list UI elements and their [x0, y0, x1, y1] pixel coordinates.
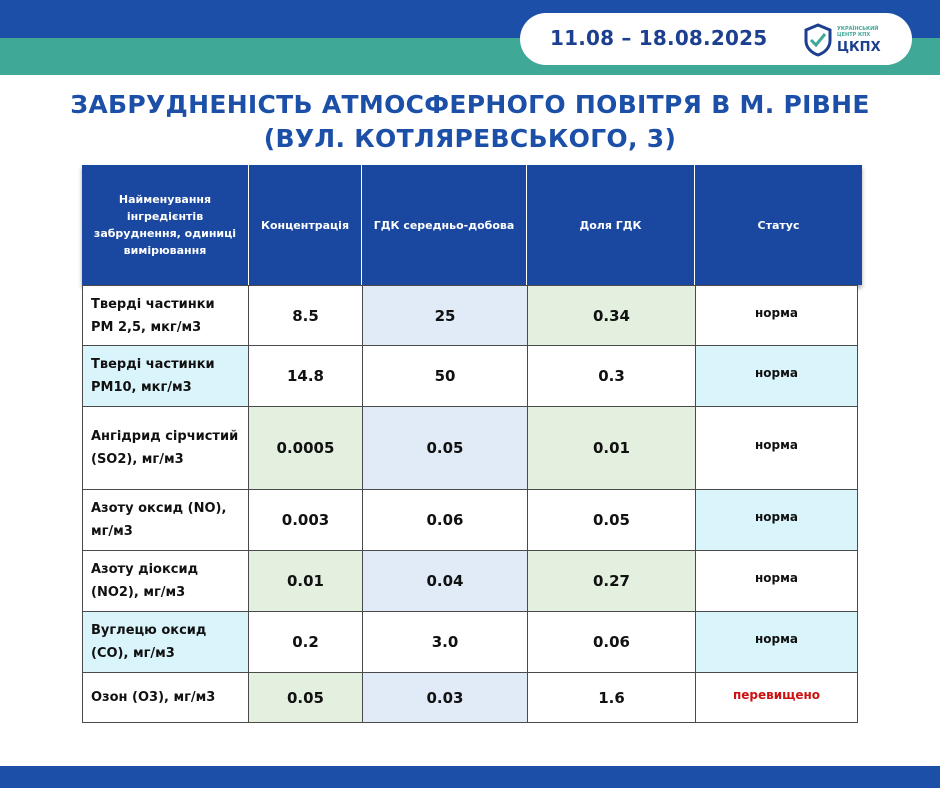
mac-value: 25 — [362, 285, 528, 346]
concentration-value: 0.0005 — [248, 406, 363, 490]
table-row — [82, 672, 858, 723]
ingredient-name: Азоту діоксид (NO2), мг/м3 — [82, 550, 249, 612]
date-range: 11.08 – 18.08.2025 — [550, 26, 768, 50]
table-row — [82, 285, 858, 346]
concentration-value: 14.8 — [248, 345, 363, 407]
table-row — [82, 406, 858, 490]
share-value: 0.27 — [527, 550, 696, 612]
table-header — [82, 165, 862, 285]
logo-subtitle: УКРАЇНСЬКИЙ ЦЕНТР КПХ — [837, 26, 879, 38]
table-row — [82, 550, 858, 612]
status-value: норма — [695, 345, 858, 407]
mac-value: 0.06 — [362, 489, 528, 551]
table-row — [82, 489, 858, 551]
share-value: 1.6 — [527, 672, 696, 723]
concentration-value: 0.003 — [248, 489, 363, 551]
status-value: норма — [695, 489, 858, 551]
logo — [803, 21, 893, 57]
status-value: норма — [695, 550, 858, 612]
column-header-status: Статус — [757, 218, 800, 232]
ingredient-name: Озон (O3), мг/м3 — [82, 672, 249, 723]
mac-value: 0.05 — [362, 406, 528, 490]
share-value: 0.01 — [527, 406, 696, 490]
column-header-mac: ГДК середньо-добова — [362, 165, 527, 285]
concentration-value: 8.5 — [248, 285, 363, 346]
mac-value: 3.0 — [362, 611, 528, 673]
share-value: 0.34 — [527, 285, 696, 346]
shield-logo-icon — [803, 23, 833, 57]
page-title — [0, 88, 940, 156]
status-value: норма — [695, 406, 858, 490]
share-value: 0.05 — [527, 489, 696, 551]
ingredient-name: Вуглецю оксид (CO), мг/м3 — [82, 611, 249, 673]
title-line-1: ЗАБРУДНЕНІСТЬ АТМОСФЕРНОГО ПОВІТРЯ В М. РІВНЕ — [70, 90, 870, 119]
share-value: 0.3 — [527, 345, 696, 407]
table-row — [82, 611, 858, 673]
ingredient-name: Тверді частинки PM 2,5, мкг/м3 — [82, 285, 249, 346]
column-header-share: Доля ГДК — [527, 165, 695, 285]
status-value: норма — [695, 285, 858, 346]
ingredient-name: Тверді частинки PM10, мкг/м3 — [82, 345, 249, 407]
share-value: 0.06 — [527, 611, 696, 673]
ingredient-name: Ангідрид сірчистий (SO2), мг/м3 — [82, 406, 249, 490]
status-value-exceeded: перевищено — [695, 672, 858, 723]
concentration-value: 0.05 — [248, 672, 363, 723]
title-line-2: (ВУЛ. КОТЛЯРЕВСЬКОГО, 3) — [263, 124, 677, 153]
table-row — [82, 345, 858, 407]
ingredient-name: Азоту оксид (NO), мг/м3 — [82, 489, 249, 551]
bottom-blue-band — [0, 766, 940, 788]
column-header-concentration: Концентрація — [249, 165, 362, 285]
date-badge — [520, 13, 912, 65]
concentration-value: 0.01 — [248, 550, 363, 612]
logo-title: ЦКПХ — [837, 40, 881, 55]
status-value: норма — [695, 611, 858, 673]
mac-value: 0.03 — [362, 672, 528, 723]
mac-value: 0.04 — [362, 550, 528, 612]
column-header-ingredient: Найменування інгредієнтів забруднення, одиниці вимірювання — [82, 165, 249, 285]
mac-value: 50 — [362, 345, 528, 407]
concentration-value: 0.2 — [248, 611, 363, 673]
